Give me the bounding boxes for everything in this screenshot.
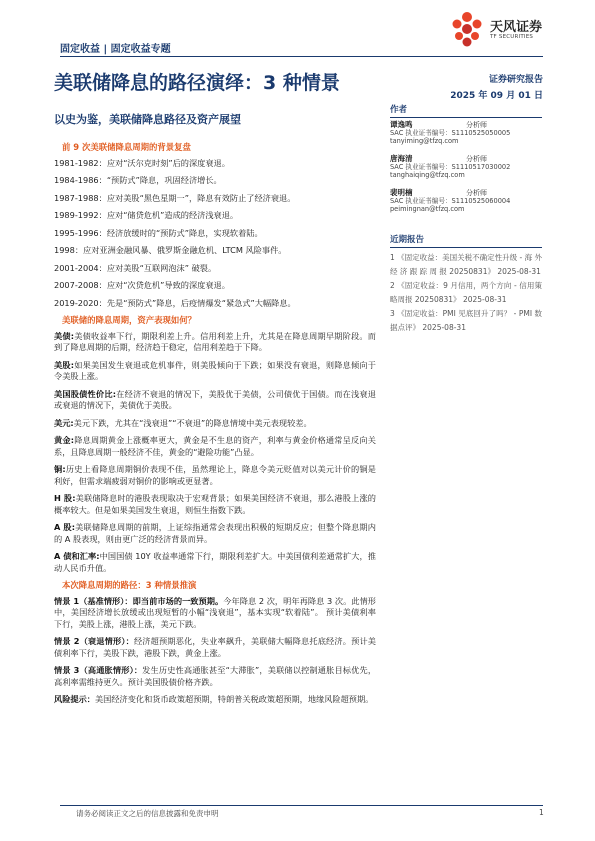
risk-label: 风险提示： — [54, 694, 95, 704]
history-item: 1995-1996：经济放缓时的“预防式”降息，实现软着陆。 — [54, 227, 263, 238]
report-title: 美联储降息的路径演绎：3 种情景 — [54, 72, 340, 94]
section-heading-scenarios: 本次降息周期的路径：3 种情景推演 — [62, 580, 197, 590]
author-role: 分析师 — [466, 155, 487, 163]
report-subtitle: 以史为鉴，美联储降息路径及资产展望 — [54, 113, 241, 126]
author-cert: SAC 执业证书编号：S1110525060004 — [390, 197, 511, 206]
scenario-label: 情景 3（高通胀情形）： — [54, 665, 143, 675]
report-type: 证券研究报告 — [488, 75, 543, 85]
recent-report-item[interactable]: 1 《固定收益：美国关税不确定性升级 - 海 外 经 济 跟 踪 周 报 20250831》 2025-08-31 — [390, 253, 543, 276]
recent-report-item[interactable]: 3 《固定收益：PMI 见底回升了吗？ - PMI 数据点评》 2025-08-31 — [390, 309, 542, 332]
asset-paragraph: H 股:美联储降息时的港股表现取决于宏观背景；如果美国经济不衰退，那么港股上涨的概率较大。但是如果美国发生衰退，则恒生指数下跌。 — [54, 493, 376, 515]
recent-reports-heading: 近期报告 — [390, 233, 542, 248]
scenario-label: 情景 2（衰退情形）： — [54, 636, 134, 646]
header-divider — [60, 56, 543, 57]
asset-paragraph: A 债和汇率:中国国债 10Y 收益率通常下行，期限利差扩大。中美国债利差通常扩大，推动人民币升值。 — [54, 551, 376, 573]
author-cert: SAC 执业证书编号：S1110525050005 — [390, 129, 511, 138]
author-email[interactable]: tanghaiqing@tfzq.com — [390, 171, 465, 180]
asset-paragraph: 美国股债性价比:在经济不衰退的情况下，美股优于美债，公司债优于国债。而在浅衰退或衰退的情况下，美债优于美股。 — [54, 388, 376, 410]
asset-paragraph: 铜:历史上看降息周期铜价表现不佳，虽然理论上，降息令美元贬值对以美元计价的铜是利好，但需求端疲弱对铜价的影响或更显著。 — [54, 464, 376, 486]
recent-report-item[interactable]: 2 《固定收益：9 月信用，两个方向 - 信用策略周报 20250831》 2025-08-31 — [390, 281, 542, 304]
asset-label: 黄金: — [54, 435, 75, 445]
history-item: 1987-1988：应对美股“黑色星期一”，降息有效防止了经济衰退。 — [54, 192, 296, 203]
asset-paragraph: 美股:如果美国发生衰退或危机事件，则美股倾向于下跌；如果没有衰退，则降息倾向于令美股上涨。 — [54, 359, 376, 381]
history-item: 1981-1982：应对“沃尔克时刻”后的深度衰退。 — [54, 157, 230, 168]
report-date: 2025 年 09 月 01 日 — [450, 91, 543, 101]
asset-label: 美债: — [54, 330, 75, 341]
history-list — [54, 158, 376, 310]
asset-label: A 债和汇率: — [54, 551, 100, 561]
asset-paragraph: 美元:美元下跌，尤其在“浅衰退”“不衰退”的降息情境中美元表现较差。 — [54, 417, 312, 428]
page-number: 1 — [539, 808, 544, 817]
authors-heading: 作者 — [390, 103, 542, 118]
sidebar — [390, 103, 542, 335]
asset-paragraph: A 股:美联储降息周期的前期，上证综指通常会表现出积极的短期反应；但整个降息期内的 A 股表现，则由更广泛的经济背景而异。 — [54, 522, 376, 544]
section-heading-history: 前 9 次美联储降息周期的背景复盘 — [62, 142, 191, 152]
author-card — [390, 189, 542, 223]
author-role: 分析师 — [466, 121, 487, 129]
asset-label: 美股: — [54, 359, 75, 370]
author-cert: SAC 执业证书编号：S1110517030002 — [390, 163, 511, 172]
history-item: 1989-1992：应对“储贷危机”造成的经济浅衰退。 — [54, 210, 239, 220]
scenario-label: 情景 1（基准情形）：即当前市场的一致预期。 — [54, 595, 224, 606]
author-card — [390, 121, 542, 155]
logo-chinese-name: 天风证券 — [490, 20, 543, 35]
report-category: 固定收益 | 固定收益专题 — [60, 44, 171, 55]
footer-disclaimer: 请务必阅读正文之后的信息披露和免责申明 — [76, 809, 219, 818]
author-name: 唐海清 — [390, 154, 413, 163]
scenario-paragraph: 情景 3（高通胀情形）：发生历史性高通胀甚至“大滞胀”，美联储以控制通胀目标优先，高利率需维持更久。预计美国股债价格齐跌。 — [54, 665, 377, 687]
author-email[interactable]: peimingnan@tfzq.com — [390, 205, 465, 214]
author-name: 谭逸鸣 — [390, 120, 413, 129]
history-item: 1984-1986：“预防式”降息，巩固经济增长。 — [54, 175, 222, 185]
author-card — [390, 155, 542, 189]
asset-paragraph: 黄金:降息周期黄金上涨概率更大，黄金是不生息的资产，利率与黄金价格通常呈反向关系，且降息周期一般经济不佳，黄金的“避险功能”凸显。 — [54, 435, 376, 457]
main-content — [54, 142, 376, 712]
risk-paragraph: 风险提示：美国经济变化和货币政策超预期，特朗普关税政策超预期，地缘风险超预期。 — [54, 694, 374, 704]
history-item: 2001-2004：应对美股“互联网泡沫” 破裂。 — [54, 262, 217, 273]
section-heading-assets: 美联储的降息周期，资产表现如何？ — [62, 315, 196, 325]
scenario-paragraph: 情景 2（衰退情形）：经济超预期恶化，失业率飙升，美联储大幅降息托底经济。预计美债利率下行，美股下跌，港股下跌，黄金上涨。 — [54, 636, 376, 658]
author-email[interactable]: tanyiming@tfzq.com — [390, 137, 459, 146]
asset-label: H 股: — [54, 493, 76, 503]
asset-label: 铜: — [54, 464, 66, 474]
footer-divider — [60, 805, 543, 806]
history-item: 1998：应对亚洲金融风暴、俄罗斯金融危机、LTCM 风险事件。 — [54, 245, 287, 255]
asset-label: 美元: — [54, 417, 74, 428]
asset-label: 美国股债性价比: — [54, 388, 116, 399]
brand-logo — [448, 10, 548, 50]
history-item: 2019-2020：先是“预防式”降息，后疫情爆发“紧急式”大幅降息。 — [54, 297, 296, 308]
asset-label: A 股: — [54, 522, 75, 532]
author-role: 分析师 — [466, 189, 487, 197]
scenario-paragraph: 情景 1（基准情形）：即当前市场的一致预期。今年降息 2 次，明年再降息 3 次。此情形中，美国经济增长放缓或出现短暂的小幅“浅衰退”，基本实现“软着陆”。 预计美债利率下行，美股上涨，港股上涨，美元下跌。 — [54, 595, 376, 629]
author-name: 裴明楠 — [390, 188, 413, 197]
flower-logo-icon — [448, 10, 486, 50]
asset-paragraph: 美债:美债收益率下行，期限利差上升。信用利差上升，尤其是在降息周期早期阶段。而到了降息周期的后期，经济趋于稳定，信用利差趋于下降。 — [54, 330, 376, 352]
history-item: 2007-2008：应对“次贷危机”导致的深度衰退。 — [54, 280, 230, 290]
logo-english-name: TF SECURITIES — [490, 34, 534, 40]
